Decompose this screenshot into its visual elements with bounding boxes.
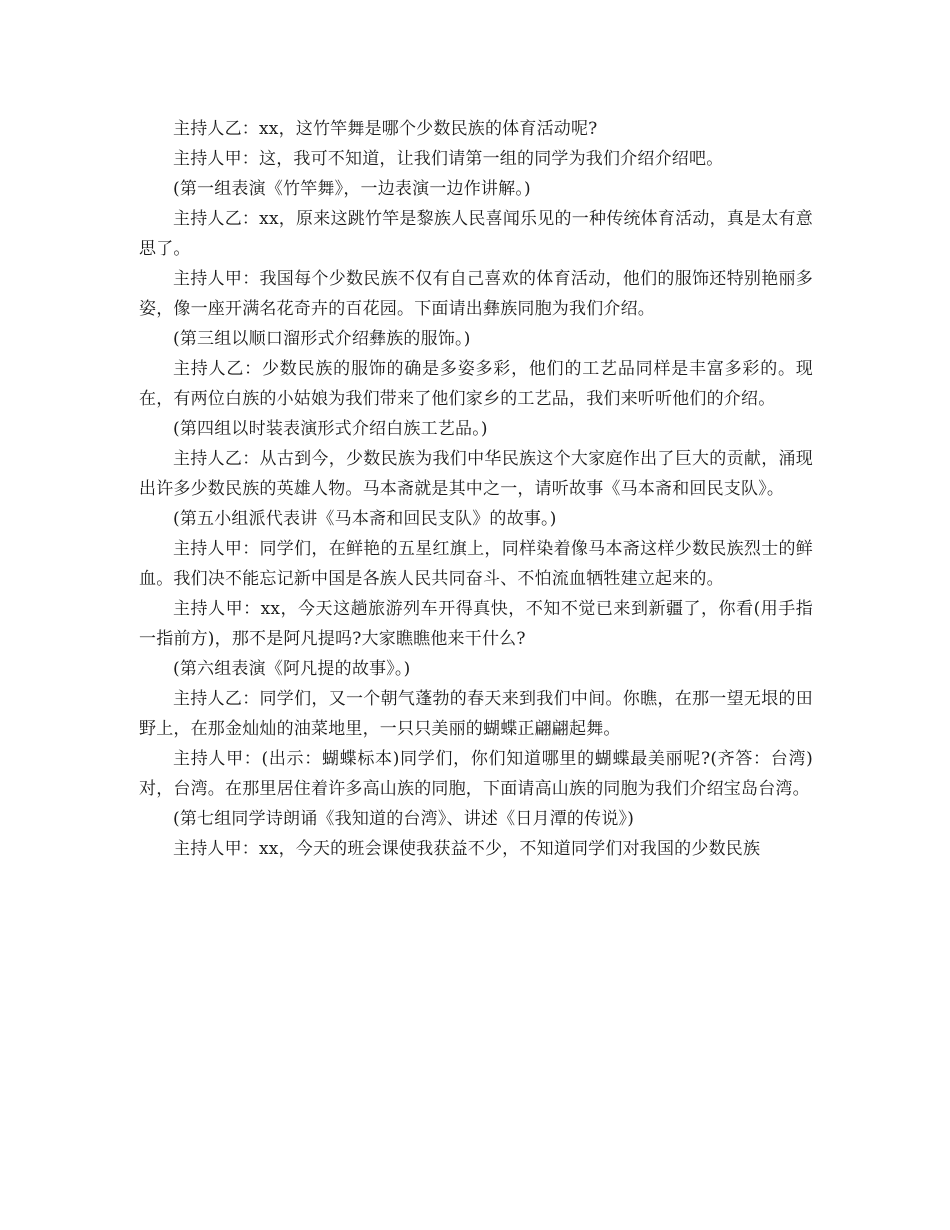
- paragraph-4: 主持人乙：xx，原来这跳竹竿是黎族人民喜闻乐见的一种传统体育活动，真是太有意思了。: [139, 209, 813, 259]
- paragraph-17: 主持人甲：xx，今天的班会课使我获益不少，不知道同学们对我国的少数民族: [173, 839, 761, 859]
- paragraph-7: 主持人乙：少数民族的服饰的确是多姿多彩，他们的工艺品同样是丰富多彩的。现在，有两位白族的小姑娘为我们带来了他们家乡的工艺品，我们来听听他们的介绍。: [139, 359, 813, 409]
- paragraph-5: 主持人甲：我国每个少数民族不仅有自己喜欢的体育活动，他们的服饰还特别艳丽多姿，像一座开满名花奇卉的百花园。下面请出彝族同胞为我们介绍。: [139, 269, 813, 319]
- paragraph-12: 主持人甲：xx，今天这趟旅游列车开得真快，不知不觉已来到新疆了，你看(用手指一指前方)，那不是阿凡提吗?大家瞧瞧他来干什么?: [139, 599, 813, 649]
- paragraph-6: (第三组以顺口溜形式介绍彝族的服饰。): [173, 329, 471, 349]
- paragraph-10: (第五小组派代表讲《马本斋和回民支队》的故事。): [173, 509, 557, 529]
- paragraph-8: (第四组以时装表演形式介绍白族工艺品。): [173, 419, 488, 439]
- paragraph-9: 主持人乙：从古到今，少数民族为我们中华民族这个大家庭作出了巨大的贡献，涌现出许多少数民族的英雄人物。马本斋就是其中之一，请听故事《马本斋和回民支队》。: [139, 449, 813, 499]
- paragraph-13: (第六组表演《阿凡提的故事》。): [173, 659, 411, 679]
- paragraph-2: 主持人甲：这，我可不知道，让我们请第一组的同学为我们介绍介绍吧。: [173, 149, 724, 169]
- paragraph-3: (第一组表演《竹竿舞》，一边表演一边作讲解。): [173, 179, 531, 199]
- paragraph-16: (第七组同学诗朗诵《我知道的台湾》、讲述《日月潭的传说》): [173, 809, 635, 829]
- paragraph-11: 主持人甲：同学们，在鲜艳的五星红旗上，同样染着像马本斋这样少数民族烈士的鲜血。我们决不能忘记新中国是各族人民共同奋斗、不怕流血牺牲建立起来的。: [139, 539, 813, 589]
- paragraph-14: 主持人乙：同学们，又一个朝气蓬勃的春天来到我们中间。你瞧，在那一望无垠的田野上，在那金灿灿的油菜地里，一只只美丽的蝴蝶正翩翩起舞。: [139, 689, 813, 739]
- paragraph-1: 主持人乙：xx，这竹竿舞是哪个少数民族的体育活动呢?: [173, 119, 598, 139]
- paragraph-15: 主持人甲：(出示：蝴蝶标本)同学们，你们知道哪里的蝴蝶最美丽呢?(齐答：台湾)对，台湾。在那里居住着许多高山族的同胞，下面请高山族的同胞为我们介绍宝岛台湾。: [139, 749, 813, 799]
- document-body: [139, 114, 813, 864]
